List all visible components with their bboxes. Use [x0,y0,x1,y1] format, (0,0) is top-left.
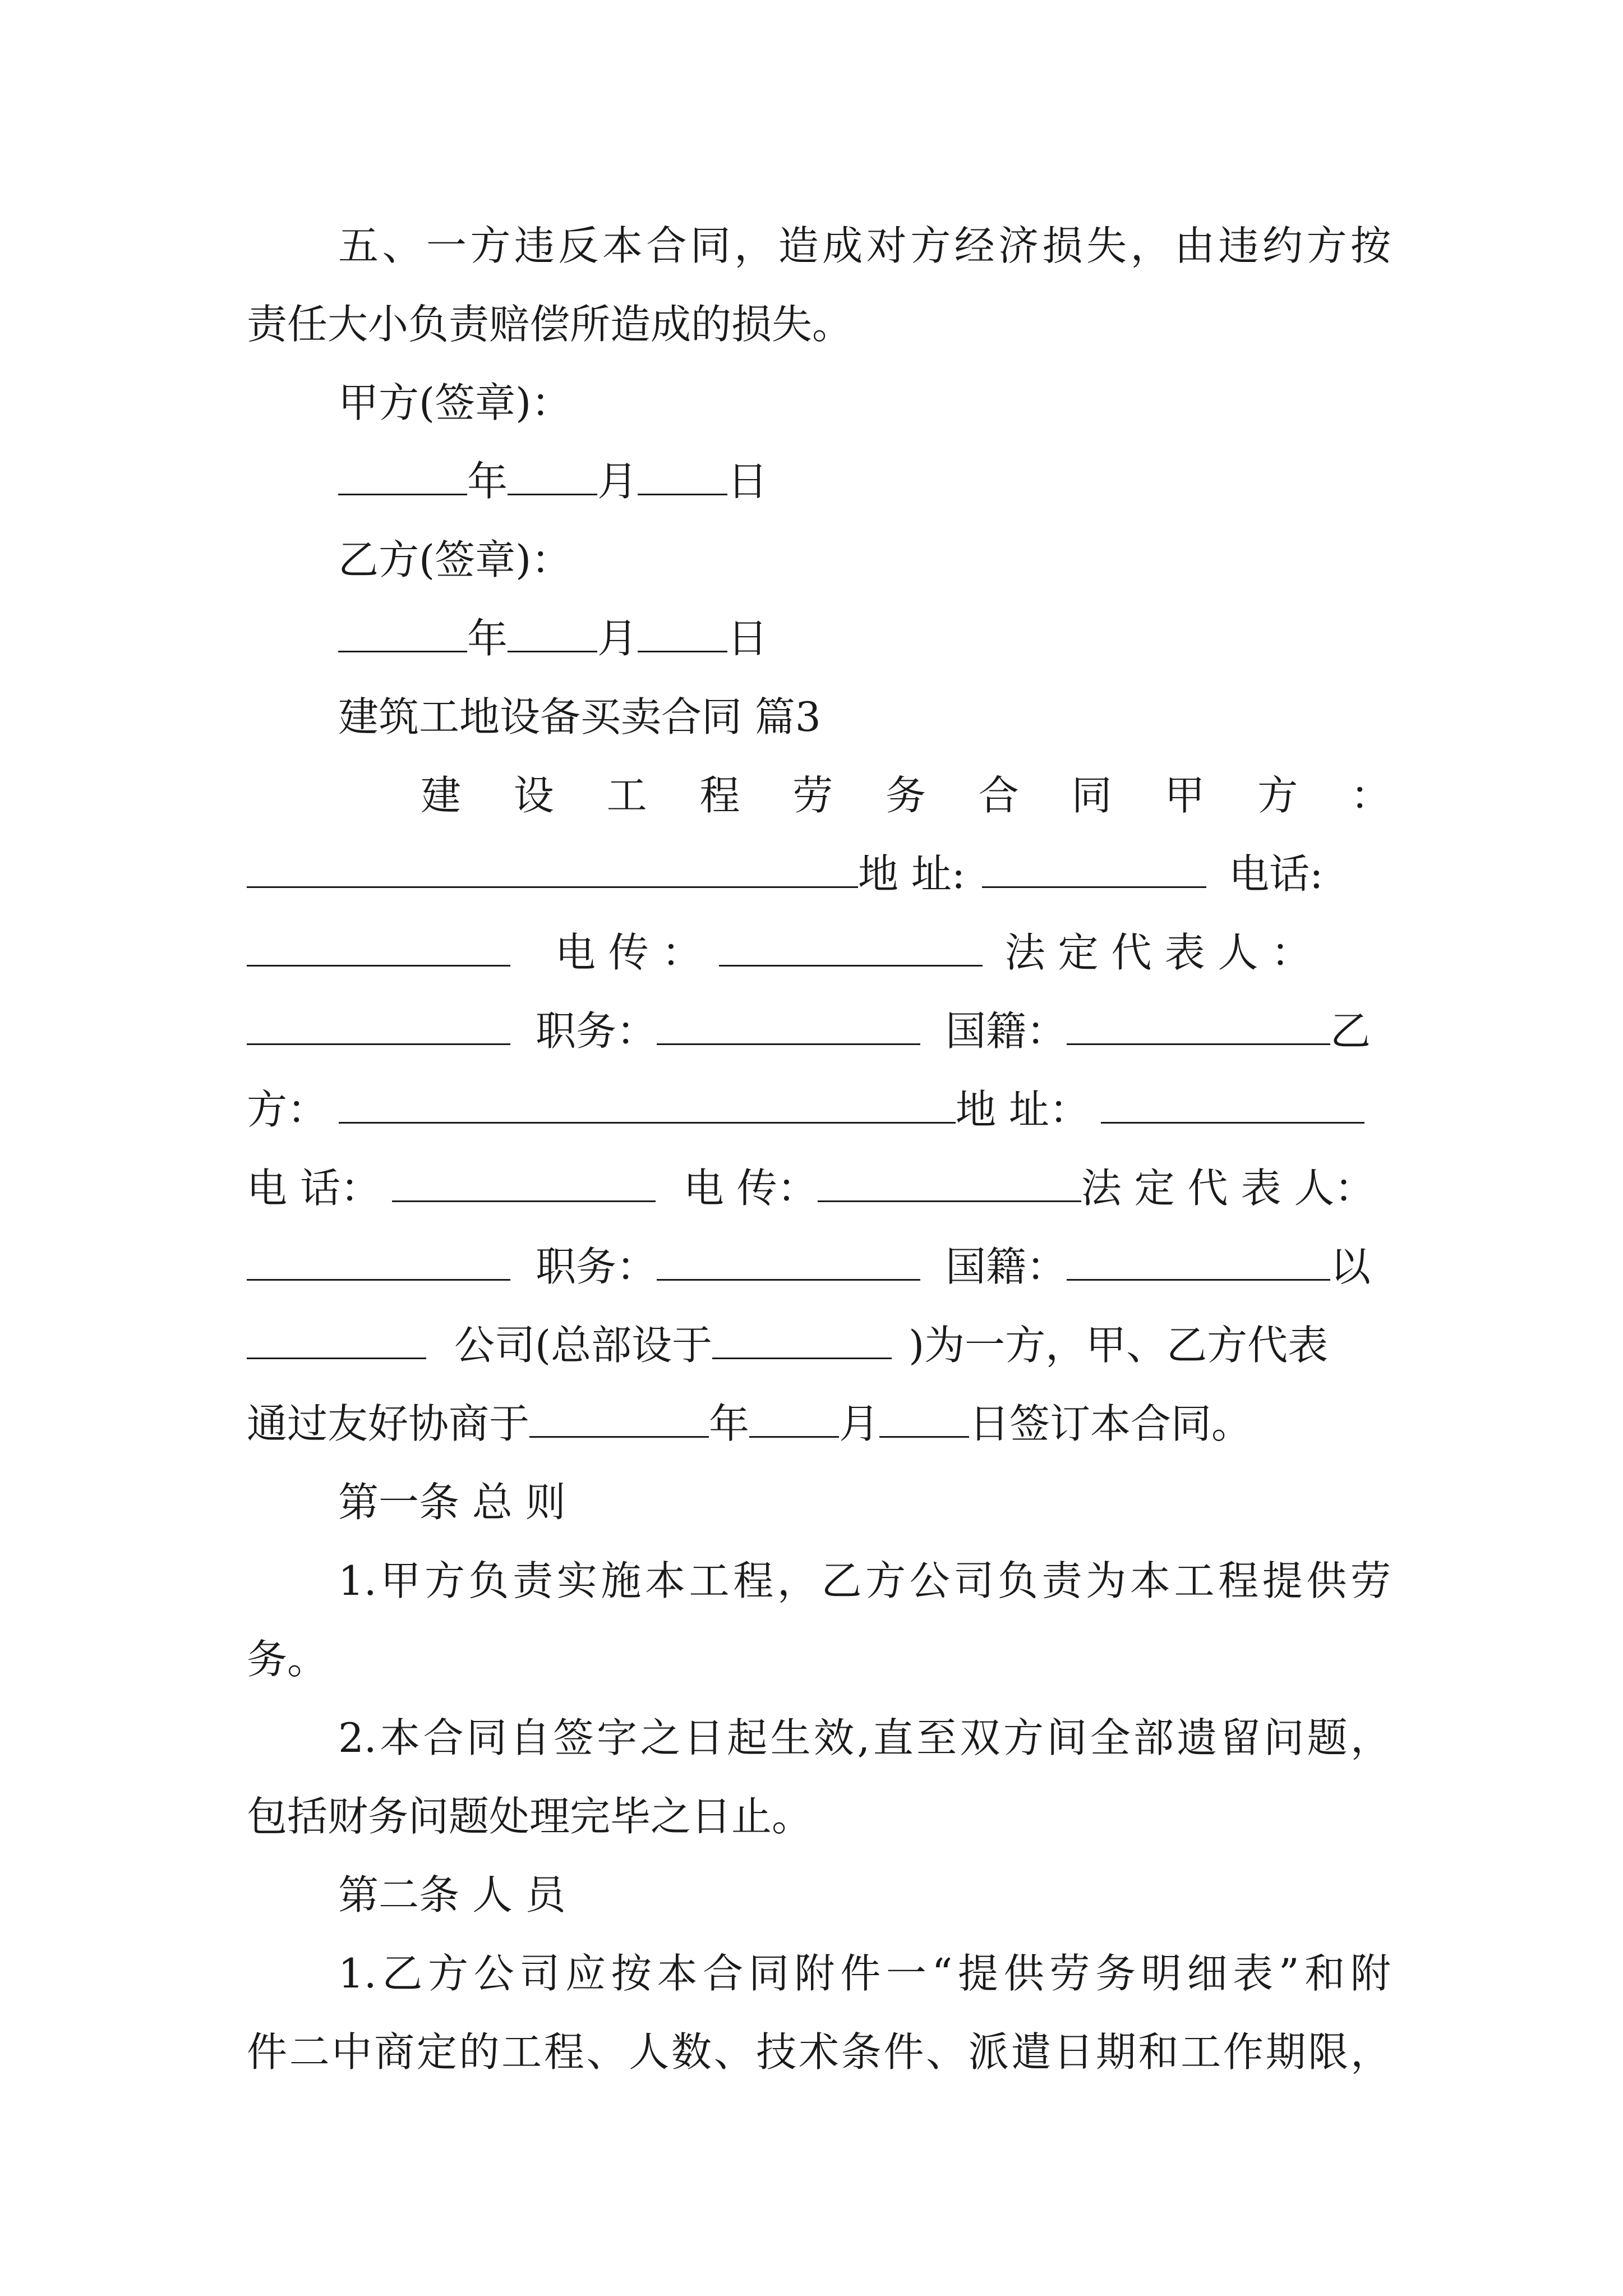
form-line [247,1233,1391,1300]
blank-underline [247,921,510,967]
text-run: 以 [1330,1243,1371,1290]
paragraph-line [338,1704,1391,1772]
text-run: 1.甲方负责实施本工程，乙方公司负责为本工程提供劳 [338,1557,1391,1604]
text-run: 年 [709,1400,750,1447]
text-run: 月 [839,1400,880,1447]
text-run: 2.本合同自签字之日起生效,直至双方间全部遗留问题， [338,1714,1391,1761]
text-run: 法 定 代 表 人 ： [1004,929,1312,976]
text-run: 职务： [536,1243,657,1290]
text-run: 方： [247,1086,328,1133]
article-heading [338,1861,1391,1929]
blank-underline [247,1314,426,1359]
form-line [247,1076,1391,1143]
text-run: 月 [597,615,638,662]
form-line [247,1312,1391,1379]
blank-underline [879,1392,969,1438]
text-run: 乙 [1330,1007,1371,1055]
text-run: 日签订本合同。 [969,1400,1252,1447]
text-run: 五、一方违反本合同，造成对方经济损失，由违约方按 [338,222,1391,269]
form-line [247,1390,1391,1457]
blank-underline [508,450,597,495]
form-line [247,919,1391,986]
text-run: 责任大小负责赔偿所造成的损失。 [247,301,853,348]
text-run: 法 定 代 表 人： [1081,1165,1375,1212]
form-line [247,997,1391,1065]
paragraph-line [247,1783,1391,1850]
text-run: 件二中商定的工程、人数、技术条件、派遣日期和工作期限， [247,2028,1391,2076]
text-run: 月 [597,458,638,505]
paragraph-line [247,2018,1391,2086]
paragraph-line [338,1940,1391,2007]
text-run: 第一条 总 则 [338,1479,566,1526]
text-run: 第二条 人 员 [338,1871,566,1918]
blank-underline [982,843,1206,888]
blank-underline [338,607,467,652]
text-run: 日 [727,615,768,662]
blank-underline [529,1392,709,1438]
text-run: 公司(总部设于 [454,1322,713,1369]
blank-underline [657,1235,920,1281]
blank-underline [1067,1000,1330,1045]
blank-underline [712,1314,892,1359]
text-run: 甲方(签章)： [338,379,572,426]
text-run: 年 [467,458,508,505]
blank-underline [1067,1235,1330,1281]
form-line [247,1154,1391,1222]
article-heading [338,1469,1391,1536]
text-run: 国籍： [946,1007,1067,1055]
text-run: 日 [727,458,768,505]
text-run: )为一方，甲、乙方代表 [909,1322,1329,1369]
blank-underline [749,1392,839,1438]
text-run: 建筑工地设备买卖合同 篇3 [338,693,821,740]
blank-underline [392,1157,656,1202]
text-run: 国籍： [946,1243,1067,1290]
blank-underline [818,1157,1081,1202]
paragraph-line [338,212,1391,279]
blank-underline [638,607,727,652]
blank-underline [247,843,858,888]
text-run: 通过友好协商于 [247,1400,530,1447]
blank-underline [719,921,983,967]
blank-underline [1101,1078,1364,1124]
text-run: 电 传 ： [555,929,702,976]
party-b-signature-label [338,526,1391,593]
text-run: 电话: [1229,850,1324,898]
paragraph-line [247,1626,1391,1693]
form-line [247,840,1391,908]
blank-underline [657,1000,920,1045]
paragraph-line [338,1547,1391,1614]
blank-underline [508,607,597,652]
blank-underline [338,450,467,495]
blank-underline [247,1235,510,1281]
paragraph-line [421,762,1391,829]
paragraph-line [247,291,1391,358]
text-run: 职务： [536,1007,657,1055]
blank-underline [247,1000,510,1045]
text-run: 年 [467,615,508,662]
text-run: 建 设 工 程 劳 务 合 同 甲 方 ： [421,772,1391,819]
section-heading [338,683,1391,751]
text-run: 包括财务问题处理完毕之日止。 [247,1793,813,1840]
text-run: 1.乙方公司应按本合同附件一“提供劳务明细表”和附 [338,1950,1391,1997]
text-run: 地 址: [858,850,966,898]
blank-underline [339,1078,956,1124]
party-a-signature-label [338,369,1391,436]
date-line [338,448,1391,515]
text-run: 电 传： [683,1165,818,1212]
text-run: 地 址： [956,1086,1090,1133]
text-run: 务。 [247,1636,328,1683]
text-run: 乙方(签章)： [338,536,572,583]
blank-underline [638,450,727,495]
date-line [338,605,1391,672]
text-run: 电 话： [247,1165,381,1212]
